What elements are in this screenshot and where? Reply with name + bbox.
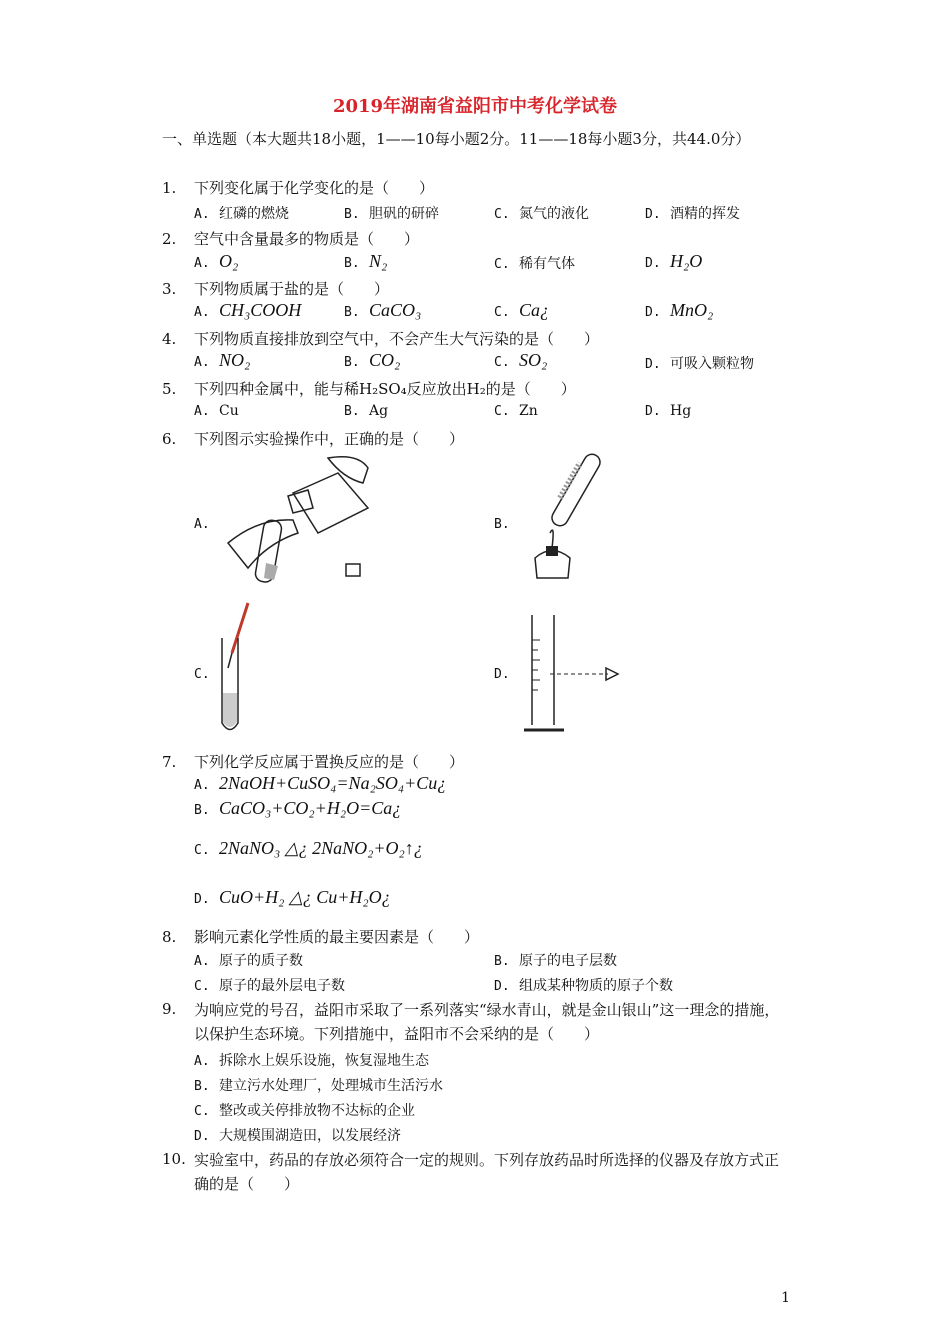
q3-option-c: C. Ca¿ [494,300,550,320]
q7-option-d: D. CuO+H₂ △¿ Cu+H₂O¿ [194,887,391,907]
question-5: 5. 下列四种金属中，能与稀H₂SO₄反应放出H₂的是（ ） [162,380,576,398]
heating-test-tube-image [520,448,620,583]
q2-option-c: C. 稀有气体 [494,256,575,272]
q7-option-a: A. 2NaOH+CuSO₄=Na₂SO₄+Cu¿ [194,773,447,793]
q8-option-a: A. 原子的质子数 [194,953,303,969]
q5-option-d: D. Hg [645,403,692,419]
q4-option-d: D. 可吸入颗粒物 [645,356,754,372]
section-heading: 一、单选题（本大题共18小题，1——10每小题2分。11——18每小题3分，共44.0分） [162,130,751,148]
q2-option-a: A. O₂ [194,251,239,271]
question-6: 6. 下列图示实验操作中，正确的是（ ） [162,430,465,448]
q2-option-d: D. H₂O [645,251,703,271]
q5-option-b: B. Ag [344,403,389,419]
page-number: 1 [781,1290,790,1306]
q1-option-b: B. 胆矾的研碎 [344,206,439,222]
q1-option-a: A. 红磷的燃烧 [194,206,289,222]
q9-option-c: C. 整改或关停排放物不达标的企业 [194,1103,415,1119]
graduated-cylinder-image [520,610,630,740]
q1-option-d: D. 酒精的挥发 [645,206,740,222]
question-10: 实验室中，药品的存放必须符合一定的规则。下列存放药品时所选择的仪器及存放方式正确的是（ ） [194,1151,780,1193]
q6-option-d-letter: D. [494,667,510,682]
q8-option-b: B. 原子的电子层数 [494,953,617,969]
q3-option-b: B. CaCO₃ [344,300,422,320]
question-3: 3. 下列物质属于盐的是（ ） [162,280,390,298]
question-8: 8. 影响元素化学性质的最主要因素是（ ） [162,928,480,946]
q3-option-a: A. CH₃COOH [194,300,302,320]
question-9: 为响应党的号召，益阳市采取了一系列落实“绿水青山，就是金山银山”这一理念的措施，以保护生态环境。下列措施中，益阳市不会采纳的是（ ） [194,1001,780,1043]
question-1: 1. 下列变化属于化学变化的是（ ） [162,179,435,197]
q4-option-a: A. NO₂ [194,350,251,370]
q8-option-d: D. 组成某种物质的原子个数 [494,978,673,994]
q7-option-b: B. CaCO₃+CO₂+H₂O=Ca¿ [194,798,402,818]
question-9-number: 9. [162,1000,177,1018]
q4-option-b: B. CO₂ [344,350,401,370]
page-title: 2019年湖南省益阳市中考化学试卷 [332,96,618,117]
q6-option-b-letter: B. [494,517,510,532]
question-2: 2. 空气中含量最多的物质是（ ） [162,230,420,248]
q6-option-a-letter: A. [194,517,210,532]
question-7: 7. 下列化学反应属于置换反应的是（ ） [162,753,465,771]
pouring-liquid-image [218,448,388,586]
q5-option-c: C. Zn [494,403,538,419]
question-4: 4. 下列物质直接排放到空气中，不会产生大气污染的是（ ） [162,330,600,348]
q5-option-a: A. Cu [194,403,239,419]
question-10-number: 10. [162,1150,186,1168]
dropper-test-tube-image [210,598,260,738]
q1-option-c: C. 氮气的液化 [494,206,589,222]
q6-option-c-letter: C. [194,667,210,682]
q8-option-c: C. 原子的最外层电子数 [194,978,345,994]
q9-option-d: D. 大规模围湖造田，以发展经济 [194,1128,401,1144]
q2-option-b: B. N₂ [344,251,388,271]
q3-option-d: D. MnO₂ [645,300,714,320]
q7-option-c: C. 2NaNO₃ △¿ 2NaNO₂+O₂↑¿ [194,838,423,858]
q4-option-c: C. SO₂ [494,350,548,370]
q9-option-b: B. 建立污水处理厂，处理城市生活污水 [194,1078,443,1094]
q9-option-a: A. 拆除水上娱乐设施，恢复湿地生态 [194,1053,429,1069]
